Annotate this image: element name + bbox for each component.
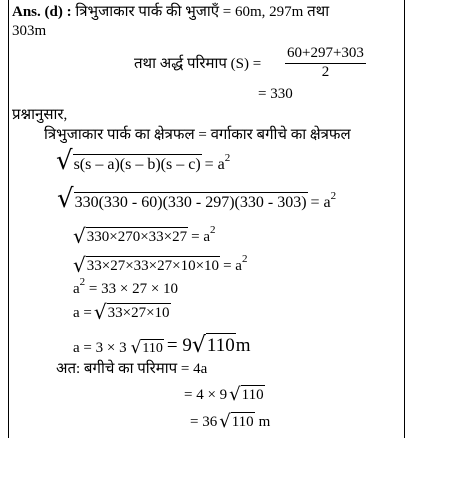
radicand: 330(330 - 60)(330 - 297)(330 - 303): [74, 194, 307, 211]
radical: [219, 412, 254, 431]
perimeter-label: अत: बगीचे का परिमाप = 4a: [56, 361, 208, 377]
a-squared-exp: 2: [79, 276, 86, 288]
semi-perimeter-label: तथा अर्द्ध परिमाप (S) =: [134, 56, 262, 72]
radical: [192, 333, 236, 357]
radical: [131, 339, 164, 357]
according-to-question: प्रश्नानुसार,: [12, 107, 68, 123]
rhs-text: = a: [310, 194, 331, 211]
radical: [57, 186, 308, 212]
radical-sign-icon: √: [73, 253, 86, 277]
heron-formula: [56, 148, 230, 174]
radicand: 110: [241, 387, 264, 403]
radicand: 33×27×33×27×10×10: [86, 258, 220, 274]
a-value-mid: = 9: [166, 335, 192, 356]
radical-sign-icon: √: [57, 184, 74, 214]
a-squared-line: [73, 276, 179, 298]
semi-perimeter-result: = 330: [258, 86, 293, 102]
answer-line-2: 303m: [12, 23, 47, 39]
a-root-lhs: a =: [73, 305, 92, 321]
radical: [73, 255, 220, 275]
exponent: 2: [241, 253, 248, 265]
radical-sign-icon: √: [73, 224, 86, 248]
exponent: 2: [224, 152, 231, 164]
exponent: 2: [330, 190, 337, 202]
rhs-text: = a: [204, 156, 225, 173]
formula-rhs: [204, 152, 231, 174]
rhs-text: = a: [191, 229, 211, 245]
radical-sign-icon: √: [93, 300, 107, 324]
a-value-line: [73, 333, 250, 357]
step2-prefix: = 36: [190, 414, 218, 430]
a-squared-rhs: = 33 × 27 × 10: [88, 281, 179, 297]
heron-simplified: [73, 226, 216, 246]
semi-perimeter-fraction: [285, 45, 366, 81]
fraction-denominator: 2: [321, 64, 330, 80]
radical: [229, 385, 264, 404]
factored-rhs: [223, 253, 248, 275]
radicand: 110: [231, 414, 254, 430]
radical: [94, 302, 171, 322]
perimeter-step-2: [190, 412, 270, 431]
radicand: 330×270×33×27: [86, 229, 188, 245]
radical: [56, 148, 202, 174]
substituted-rhs: [310, 190, 337, 212]
answer-label: Ans. (d): [12, 4, 63, 20]
perimeter-step-1: [184, 385, 265, 404]
a-value-prefix: a = 3 × 3: [73, 340, 127, 356]
radicand-big: 110: [206, 335, 235, 356]
radical-sign-icon: √: [229, 384, 241, 405]
a-root-line: [73, 302, 171, 322]
a-squared-lhs: a: [73, 281, 80, 297]
simplified-rhs: [191, 224, 216, 246]
radical: [73, 226, 188, 246]
step2-unit: m: [258, 414, 271, 430]
step1-prefix: = 4 × 9: [184, 387, 228, 403]
answer-line-1: [12, 3, 329, 21]
fraction-numerator: 60+297+303: [285, 45, 366, 64]
radicand: s(s – a)(s – b)(s – c): [73, 156, 201, 173]
heron-substituted: [57, 186, 336, 212]
exponent: 2: [210, 224, 216, 236]
answer-colon: :: [66, 4, 72, 20]
radical-sign-icon: √: [56, 146, 73, 176]
a-value-unit: m: [235, 335, 251, 356]
radical-sign-icon: √: [219, 411, 231, 432]
heron-factored: [73, 255, 247, 275]
radical-sign-icon: √: [130, 338, 142, 358]
area-relation: त्रिभुजाकार पार्क का क्षेत्रफल = वर्गाकार बगीचे का क्षेत्रफल: [44, 127, 351, 143]
radicand: 33×27×10: [107, 305, 170, 321]
answer-statement: त्रिभुजाकार पार्क की भुजाएँ = 60m, 297m तथा: [75, 4, 330, 20]
radicand-small: 110: [142, 341, 163, 356]
radical-sign-icon: √: [191, 333, 206, 358]
rhs-text: = a: [223, 258, 242, 274]
